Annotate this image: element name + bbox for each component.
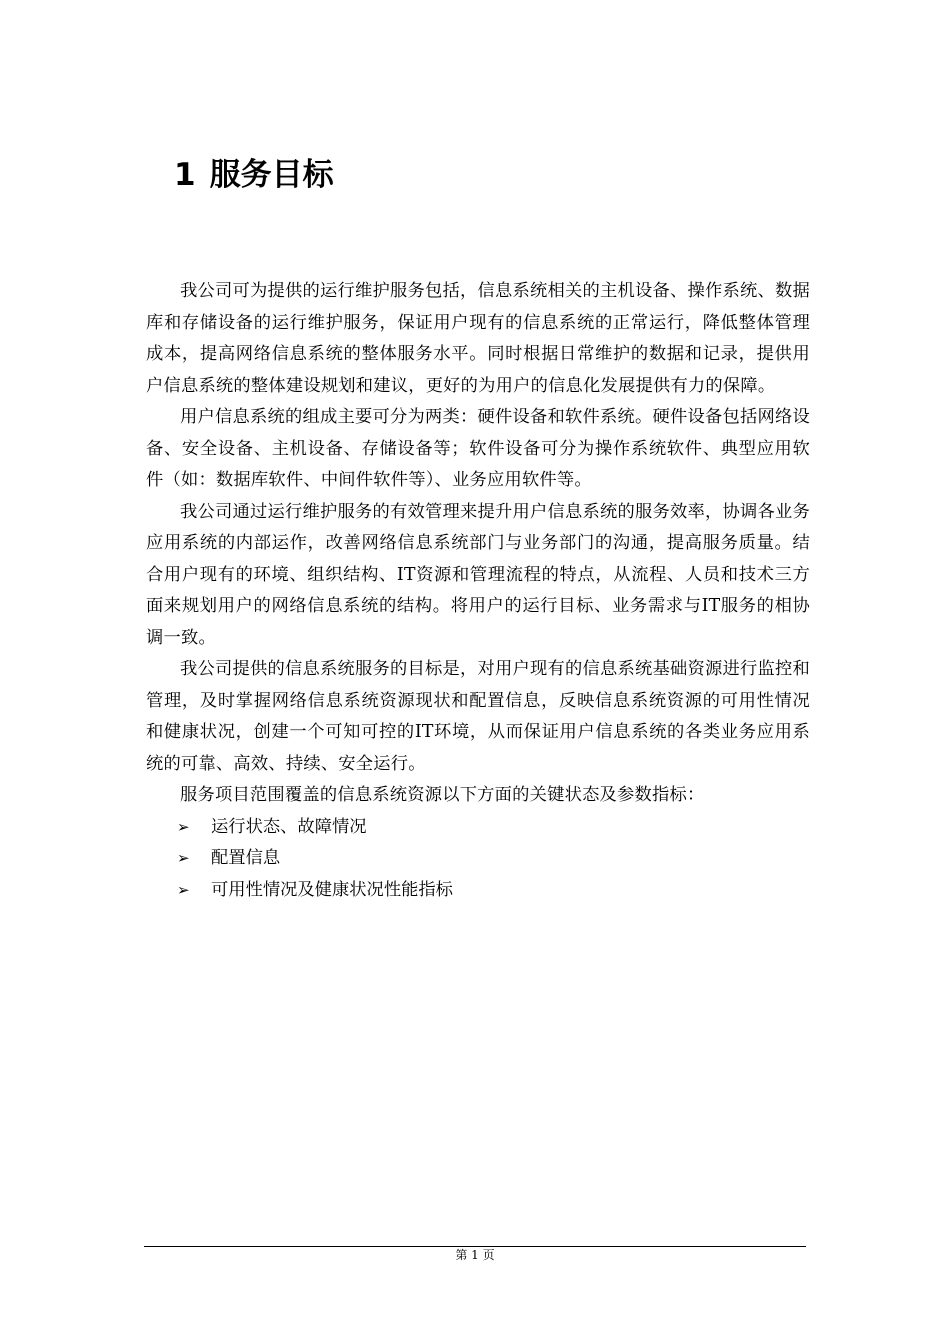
list-item-text: 运行状态、故障情况 [211, 816, 367, 837]
list-item [146, 875, 810, 907]
paragraph-system-composition: 用户信息系统的组成主要可分为两类：硬件设备和软件系统。硬件设备包括网络设备、安全设备、主机设备、存储设备等；软件设备可分为操作系统软件、典型应用软件（如：数据库软件、中间件软件等）、业务应用软件等。 [146, 407, 810, 490]
section-number: 1 [174, 157, 196, 193]
document-body [146, 276, 810, 906]
page-number: 第 1 页 [455, 1248, 495, 1262]
paragraph-service-management: 我公司通过运行维护服务的有效管理来提升用户信息系统的服务效率，协调各业务应用系统的内部运作，改善网络信息系统部门与业务部门的沟通，提高服务质量。结合用户现有的环境、组织结构、IT资源和管理流程的特点，从流程、人员和技术三方面来规划用户的网络信息系统的结构。将用户的运行目标、业务需求与IT服务的相协调一致。 [146, 501, 810, 648]
list-item [146, 812, 810, 844]
paragraph-service-goal: 我公司提供的信息系统服务的目标是，对用户现有的信息系统基础资源进行监控和管理，及时掌握网络信息系统资源现状和配置信息，反映信息系统资源的可用性情况和健康状况，创建一个可知可控的IT环境，从而保证用户信息系统的各类业务应用系统的可靠、高效、持续、安全运行。 [146, 659, 810, 774]
arrow-bullet-icon: ➢ [177, 817, 190, 836]
paragraph-service-scope: 我公司可为提供的运行维护服务包括，信息系统相关的主机设备、操作系统、数据库和存储设备的运行维护服务，保证用户现有的信息系统的正常运行，降低整体管理成本，提高网络信息系统的整体服务水平。同时根据日常维护的数据和记录，提供用户信息系统的整体建设规划和建议，更好的为用户的信息化发展提供有力的保障。 [146, 281, 810, 396]
section-heading [174, 152, 334, 198]
indicator-list [146, 812, 810, 907]
list-item-text: 配置信息 [211, 848, 281, 868]
section-title: 服务目标 [209, 157, 334, 193]
arrow-bullet-icon: ➢ [177, 880, 190, 899]
paragraph-coverage-intro: 服务项目范围覆盖的信息系统资源以下方面的关键状态及参数指标： [180, 785, 705, 805]
arrow-bullet-icon: ➢ [177, 849, 190, 867]
list-item [146, 843, 810, 875]
list-item-text: 可用性情况及健康状况性能指标 [211, 879, 453, 900]
